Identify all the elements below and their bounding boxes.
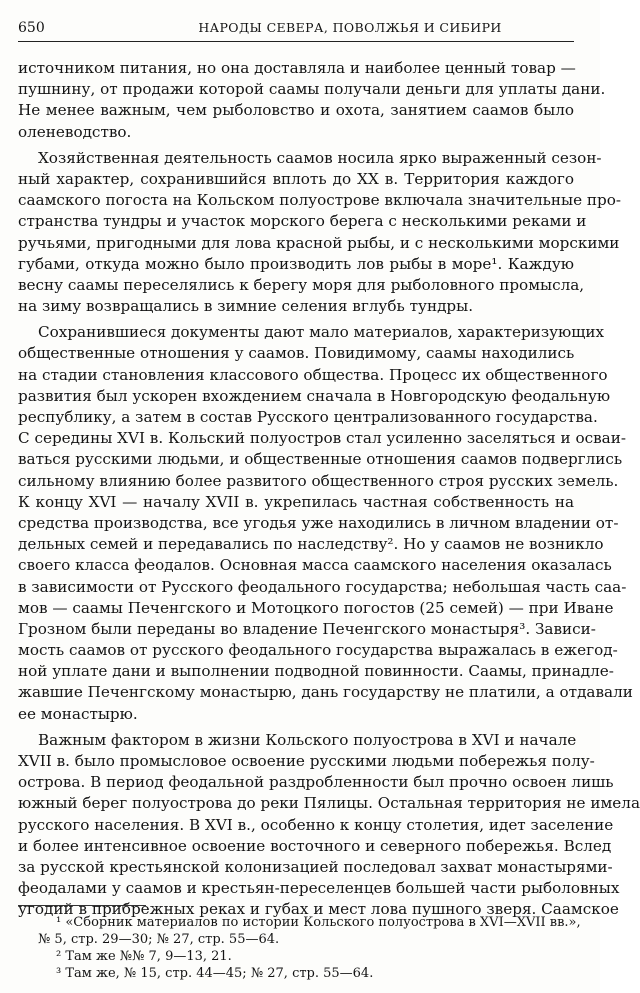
- text-line: средства производства, все угодья уже находились в личном владении от-: [18, 513, 619, 532]
- footnote-line: ¹ «Сборник материалов по истории Кольского полуострова в XVI—XVII вв.»,: [56, 915, 581, 930]
- text-line: К концу XVI — началу XVII в. укрепилась частная собственность на: [18, 492, 574, 511]
- text-line: своего класса феодалов. Основная масса саамского населения оказалась: [18, 556, 612, 575]
- text-line: источником питания, но она доставляла и наиболее ценный товар —: [18, 59, 576, 77]
- text-line: мость саамов от русского феодального государства выражалась в ежегод-: [18, 641, 618, 660]
- text-line: угодий в прибрежных реках и губах и мест лова пушного зверя. Саамское: [18, 900, 619, 919]
- text-line: странства тундры и участок морского берега с несколькими реками и: [18, 212, 587, 231]
- text-line: Важным фактором в жизни Кольского полуострова в XVI и начале: [38, 730, 577, 749]
- text-line: феодалами у саамов и крестьян-переселенцев большей части рыболовных: [18, 879, 620, 898]
- text-line: С середины XVI в. Кольский полуостров стал усиленно заселяться и осваи-: [18, 429, 626, 448]
- text-line: пушнину, от продажи которой саамы получали деньги для уплаты дани.: [18, 80, 606, 99]
- page-header: [18, 18, 574, 44]
- text-line: развития был ускорен вхождением сначала в Новгородскую феодальную: [18, 386, 611, 405]
- text-line: ее монастырю.: [18, 704, 138, 723]
- text-line: Сохранившиеся документы дают мало материалов, характеризующих: [38, 323, 605, 342]
- text-line: жавшие Печенгскому монастырю, дань государству не платили, а отдавали: [18, 683, 633, 702]
- text-line: южный берег полуострова до реки Пялицы. Остальная территория не имела: [18, 794, 640, 813]
- footnote-line: ³ Там же, № 15, стр. 44—45; № 27, стр. 55—64.: [56, 966, 374, 981]
- text-line: ный характер, сохранившийся вплоть до XX в. Территория каждого: [18, 169, 574, 188]
- text-line: и более интенсивное освоение восточного и северного побережья. Вслед: [18, 836, 612, 855]
- text-line: в зависимости от Русского феодального государства; небольшая часть саа-: [18, 577, 627, 596]
- text-line: ваться русскими людьми, и общественные отношения саамов подверглись: [18, 450, 623, 469]
- text-line: Грозном были переданы во владение Печенгского монастыря³. Зависи-: [18, 619, 596, 638]
- text-line: губами, откуда можно было производить лов рыбы в море¹. Каждую: [18, 254, 574, 273]
- running-title: НАРОДЫ СЕВЕРА, ПОВОЛЖЬЯ И СИБИРИ: [198, 20, 502, 35]
- text-line: дельных семей и передавались по наследству². Но у саамов не возникло: [18, 535, 604, 554]
- text-line: Не менее важным, чем рыболовство и охота, занятием саамов было: [18, 101, 574, 120]
- text-line: саамского погоста на Кольском полуострове включала значительные про-: [18, 191, 622, 210]
- text-line: русского населения. В XVI в., особенно к концу столетия, идет заселение: [18, 815, 614, 834]
- text-line: XVII в. было промысловое освоение русскими людьми побережья полу-: [18, 752, 595, 770]
- text-line: общественные отношения у саамов. Повидимому, саамы находились: [18, 344, 575, 363]
- text-line: Хозяйственная деятельность саамов носила ярко выраженный сезон-: [38, 148, 602, 167]
- text-line: мов — саамы Печенгского и Мотоцкого погостов (25 семей) — при Иване: [18, 598, 614, 617]
- text-line: сильному влиянию более развитого общественного строя русских земель.: [18, 471, 619, 490]
- text-line: на зиму возвращались в зимние селения вглубь тундры.: [18, 297, 474, 316]
- text-line: острова. В период феодальной раздробленности был прочно освоен лишь: [18, 773, 614, 792]
- footnote-rule: [18, 905, 146, 906]
- text-line: ручьями, пригодными для лова красной рыбы, и с несколькими морскими: [18, 233, 620, 252]
- text-line: ной уплате дани и выполнении подводной повинности. Саамы, принадле-: [18, 662, 614, 681]
- footnote-line: ² Там же №№ 7, 9—13, 21.: [56, 949, 232, 964]
- footnote-line: № 5, стр. 29—30; № 27, стр. 55—64.: [38, 932, 280, 947]
- text-line: за русской крестьянской колонизацией последовал захват монастырями-: [18, 857, 613, 876]
- header-rule: [18, 41, 574, 42]
- footnotes: [18, 905, 581, 982]
- text-line: на стадии становления классового общества. Процесс их общественного: [18, 365, 608, 384]
- body-text: [18, 58, 640, 921]
- text-line: оленеводство.: [18, 122, 132, 141]
- page-number: 650: [18, 20, 45, 36]
- text-line: республику, а затем в состав Русского централизованного государства.: [18, 408, 598, 426]
- text-line: весну саамы переселялись к берегу моря для рыболовного промысла,: [18, 275, 585, 294]
